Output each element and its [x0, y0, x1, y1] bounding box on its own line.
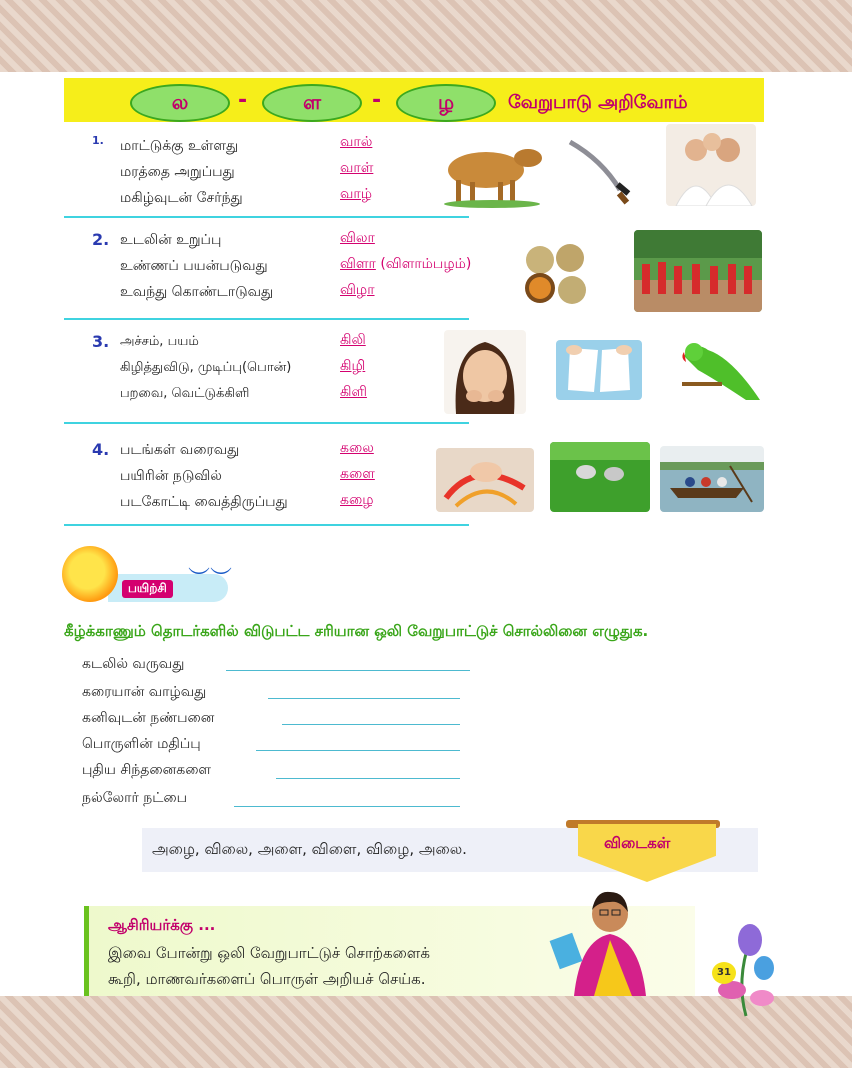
teacher-note-line: இவை போன்று ஒலி வேறுபாட்டுச் சொற்களைக் — [108, 944, 430, 962]
practice-instruction: கீழ்க்காணும் தொடர்களில் விடுபட்ட சரியான ஒலி வேறுபாட்டுச் சொல்லினை எழுதுக. — [64, 622, 649, 640]
parrot-image — [676, 334, 762, 404]
letter-pill-la: ல — [130, 84, 230, 122]
clue-text: மாட்டுக்கு உள்ளது — [120, 138, 239, 154]
drawing-image — [436, 448, 534, 512]
answer-blank[interactable] — [276, 778, 460, 779]
divider — [64, 422, 469, 424]
answer-word: கலை — [340, 440, 374, 456]
divider — [64, 216, 469, 218]
letter-pill-lla: ள — [262, 84, 362, 122]
clue-text: மகிழ்வுடன் சேர்ந்து — [120, 190, 243, 206]
boat-image — [660, 446, 764, 512]
divider — [64, 318, 469, 320]
clue-text: மரத்தை அறுப்பது — [120, 164, 235, 180]
clue-text: படங்கள் வரைவது — [120, 442, 240, 458]
exercise-item: புதிய சிந்தனைகளை — [82, 762, 212, 778]
page-number: 31 — [712, 962, 736, 984]
answer-word: கிளி — [340, 384, 367, 400]
wood-apple-image — [518, 236, 594, 314]
scared-girl-image — [444, 330, 526, 414]
birds-icon: ︶︶ — [188, 567, 233, 592]
festival-image — [634, 230, 762, 312]
answers-label: விடைகள் — [604, 834, 671, 852]
clue-text: உண்ணப் பயன்படுவது — [120, 258, 268, 274]
divider — [64, 524, 469, 526]
group-number: 4. — [92, 440, 110, 459]
answer-blank[interactable] — [268, 698, 460, 699]
sword-image — [566, 138, 634, 206]
teacher-note-line: கூறி, மாணவர்களைப் பொருள் அறியச் செய்க. — [108, 970, 426, 988]
teacher-note-title: ஆசிரியர்க்கு ... — [108, 916, 216, 934]
sun-icon — [62, 546, 118, 602]
answer-word: வால் — [340, 134, 373, 150]
clue-text: பறவை, வெட்டுக்கிளி — [120, 386, 250, 401]
exercise-item: கடலில் வருவது — [82, 656, 185, 672]
answer-word: கிழி — [340, 358, 366, 374]
letter-pill-zha: ழ — [396, 84, 496, 122]
answer-blank[interactable] — [234, 806, 460, 807]
answer-word: வாழ் — [340, 186, 372, 202]
title-separator: - — [372, 88, 382, 113]
answer-word: வாள் — [340, 160, 374, 176]
practice-label: பயிற்சி — [122, 580, 173, 598]
family-image — [666, 124, 756, 206]
answer-blank[interactable] — [282, 724, 460, 725]
answers-text: அழை, விலை, அளை, விளை, விழை, அலை. — [152, 840, 467, 858]
clue-text: பயிரின் நடுவில் — [120, 468, 222, 484]
group-number: 1. — [92, 134, 104, 147]
group-number: 3. — [92, 332, 110, 351]
answer-word: கிலி — [340, 332, 366, 348]
teacher-illustration — [540, 884, 670, 996]
page-title: வேறுபாடு அறிவோம் — [508, 92, 688, 113]
title-separator: - — [238, 88, 248, 113]
answer-note: (விளாம்பழம்) — [380, 256, 472, 272]
answer-blank[interactable] — [226, 670, 470, 671]
answer-word: கழை — [340, 492, 374, 508]
answer-word: விலா — [340, 230, 375, 246]
group-number: 2. — [92, 230, 110, 249]
clue-text: படகோட்டி வைத்திருப்பது — [120, 494, 288, 510]
exercise-item: நல்லோர் நட்பை — [82, 790, 188, 806]
clue-text: அச்சம், பயம் — [120, 334, 199, 349]
torn-paper-image — [556, 340, 642, 400]
answer-word: விளா (விளாம்பழம்) — [340, 256, 472, 272]
clue-text: உடலின் உறுப்பு — [120, 232, 222, 248]
answer-word: விழா — [340, 282, 375, 298]
clue-text: உவந்து கொண்டாடுவது — [120, 284, 274, 300]
clue-text: கிழித்துவிடு, முடிப்பு(பொன்) — [120, 360, 292, 375]
decorative-top-band — [0, 0, 852, 72]
answer-word: களை — [340, 466, 375, 482]
exercise-item: கனிவுடன் நண்பனை — [82, 710, 215, 726]
exercise-item: கரையான் வாழ்வது — [82, 684, 207, 700]
cow-image — [436, 132, 548, 208]
exercise-item: பொருளின் மதிப்பு — [82, 736, 201, 752]
answer-blank[interactable] — [256, 750, 460, 751]
weeding-image — [550, 442, 650, 512]
